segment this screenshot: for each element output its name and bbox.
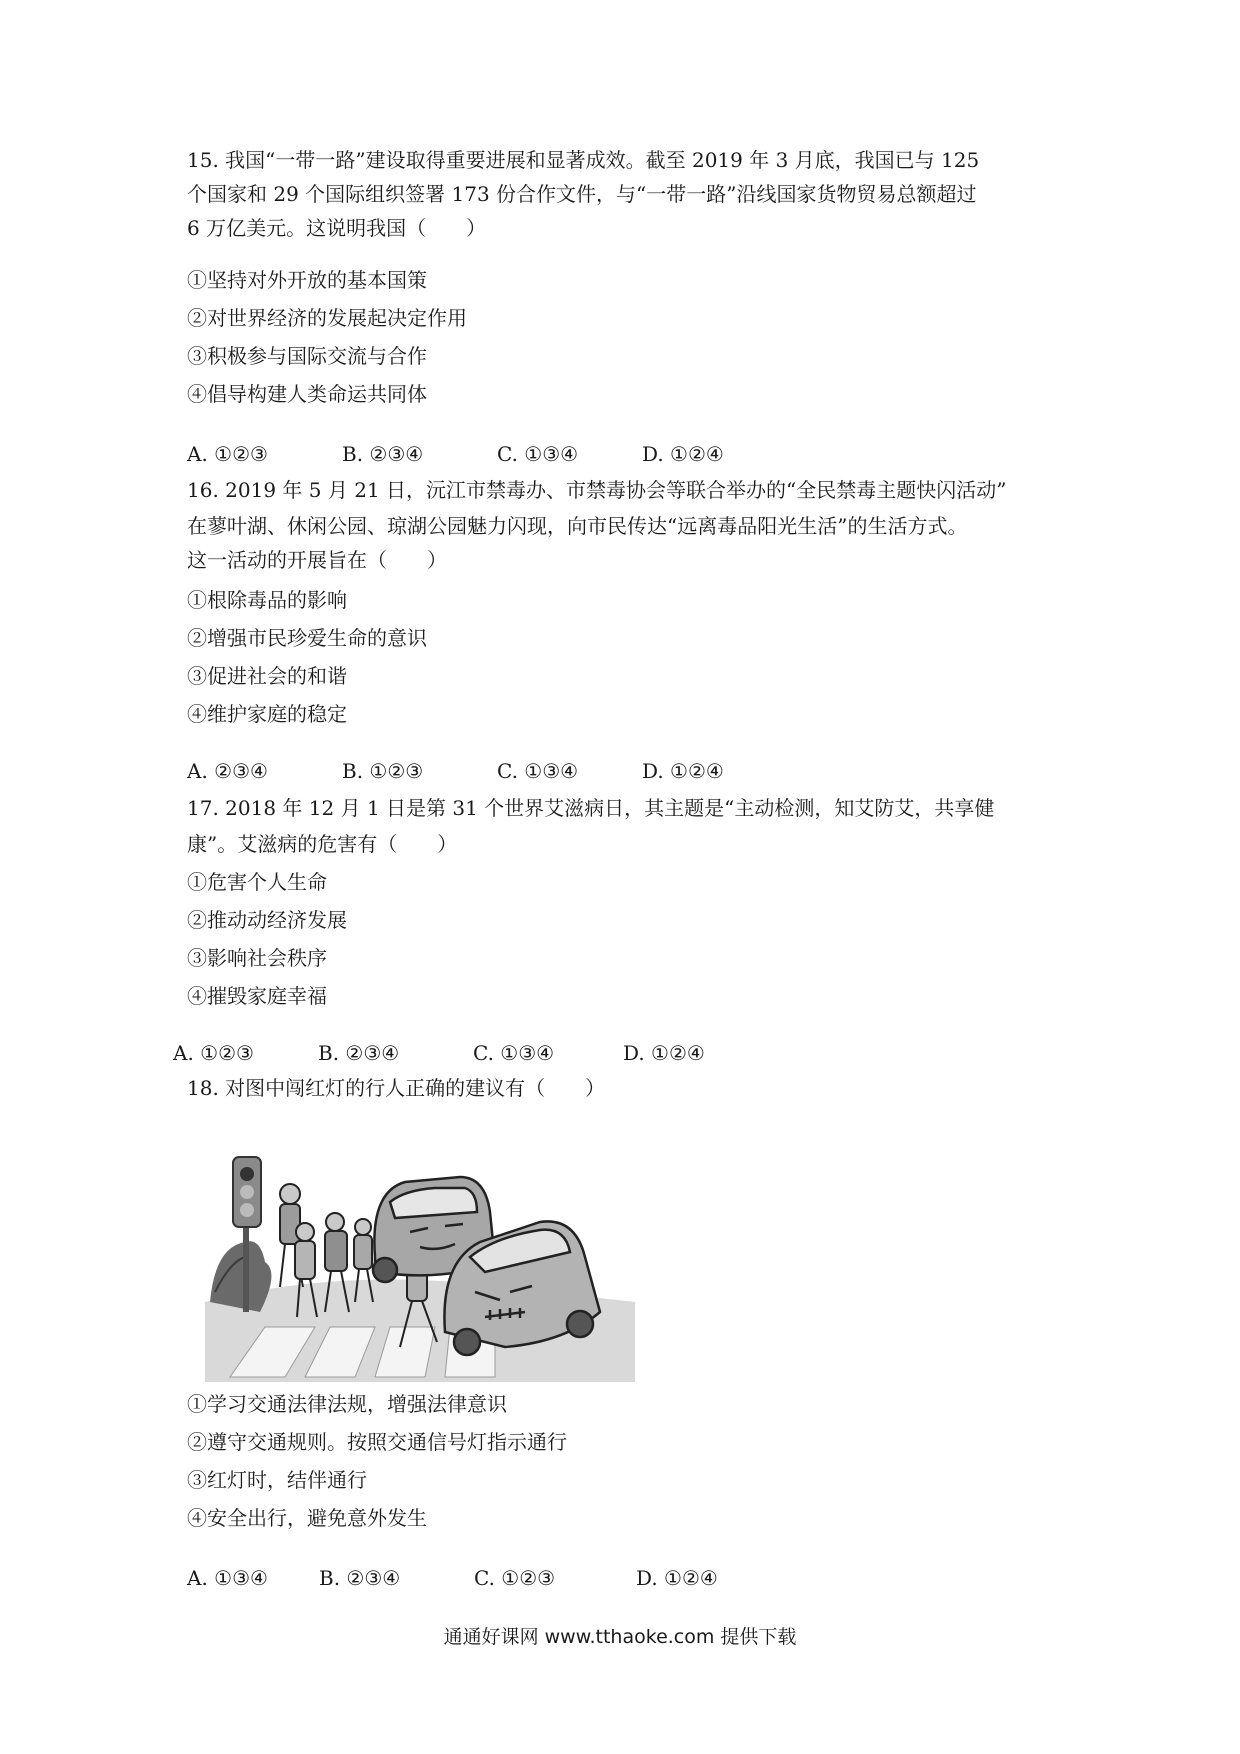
q16-stem-line-3: 这一活动的开展旨在（ ）: [187, 548, 447, 572]
q15-item-3: ③积极参与国际交流与合作: [187, 344, 427, 368]
q18-item-3: ③红灯时，结伴通行: [187, 1468, 367, 1492]
q17-item-2: ②推动动经济发展: [187, 908, 347, 932]
q16-item-3: ③促进社会的和谐: [187, 664, 347, 688]
q17-stem-line-2: 康”。艾滋病的危害有（ ）: [187, 832, 458, 856]
q16-option-a: A. ②③④: [187, 759, 268, 783]
q16-option-c: C. ①③④: [497, 759, 579, 783]
q18-option-a: A. ①③④: [187, 1566, 268, 1590]
q16-option-b: B. ①②③: [342, 759, 424, 783]
q17-item-1: ①危害个人生命: [187, 870, 327, 894]
q16-stem-line-1: 16. 2019 年 5 月 21 日，沅江市禁毒办、市禁毒协会等联合举办的“全民禁毒主题快闪活动”: [187, 478, 1007, 502]
q18-options: [187, 1564, 718, 1592]
q15-options: [187, 440, 724, 468]
q15-option-d: D. ①②④: [642, 442, 724, 466]
q17-option-c: C. ①③④: [473, 1041, 555, 1065]
red-light-crossing-illustration: [205, 1152, 635, 1382]
q18-option-d: D. ①②④: [636, 1566, 718, 1590]
q18-option-b: B. ②③④: [319, 1566, 401, 1590]
q17-options: [173, 1039, 705, 1067]
q15-option-c: C. ①③④: [497, 442, 579, 466]
q15-option-a: A. ①②③: [187, 442, 268, 466]
q15-option-b: B. ②③④: [342, 442, 424, 466]
q16-item-4: ④维护家庭的稳定: [187, 702, 347, 726]
q15-stem-line-2: 个国家和 29 个国际组织签署 173 份合作文件，与“一带一路”沿线国家货物贸易总额超过: [187, 182, 977, 206]
q17-item-4: ④摧毁家庭幸福: [187, 984, 327, 1008]
q16-option-d: D. ①②④: [642, 759, 724, 783]
page-footer: 通通好课网 www.tthaoke.com 提供下载: [443, 1626, 797, 1648]
q16-item-2: ②增强市民珍爱生命的意识: [187, 626, 427, 650]
q17-option-b: B. ②③④: [318, 1041, 400, 1065]
q17-stem-line-1: 17. 2018 年 12 月 1 日是第 31 个世界艾滋病日，其主题是“主动检测，知艾防艾，共享健: [187, 796, 995, 820]
q17-option-a: A. ①②③: [173, 1041, 254, 1065]
q18-item-2: ②遵守交通规则。按照交通信号灯指示通行: [187, 1430, 567, 1454]
q18-item-1: ①学习交通法律法规，增强法律意识: [187, 1392, 507, 1416]
q15-item-1: ①坚持对外开放的基本国策: [187, 268, 427, 292]
q18-option-c: C. ①②③: [474, 1566, 556, 1590]
q15-item-4: ④倡导构建人类命运共同体: [187, 382, 427, 406]
q15-item-2: ②对世界经济的发展起决定作用: [187, 306, 467, 330]
q17-option-d: D. ①②④: [623, 1041, 705, 1065]
q18-item-4: ④安全出行，避免意外发生: [187, 1506, 427, 1530]
q16-item-1: ①根除毒品的影响: [187, 588, 347, 612]
q17-item-3: ③影响社会秩序: [187, 946, 327, 970]
q16-stem-line-2: 在蓼叶湖、休闲公园、琼湖公园魅力闪现，向市民传达“远离毒品阳光生活”的生活方式。: [187, 514, 968, 538]
q15-stem-line-1: 15. 我国“一带一路”建设取得重要进展和显著成效。截至 2019 年 3 月底，我国已与 125: [187, 148, 980, 172]
q16-options: [187, 757, 724, 785]
q15-stem-line-3: 6 万亿美元。这说明我国（ ）: [187, 216, 487, 240]
q18-stem-line-1: 18. 对图中闯红灯的行人正确的建议有（ ）: [187, 1076, 606, 1100]
